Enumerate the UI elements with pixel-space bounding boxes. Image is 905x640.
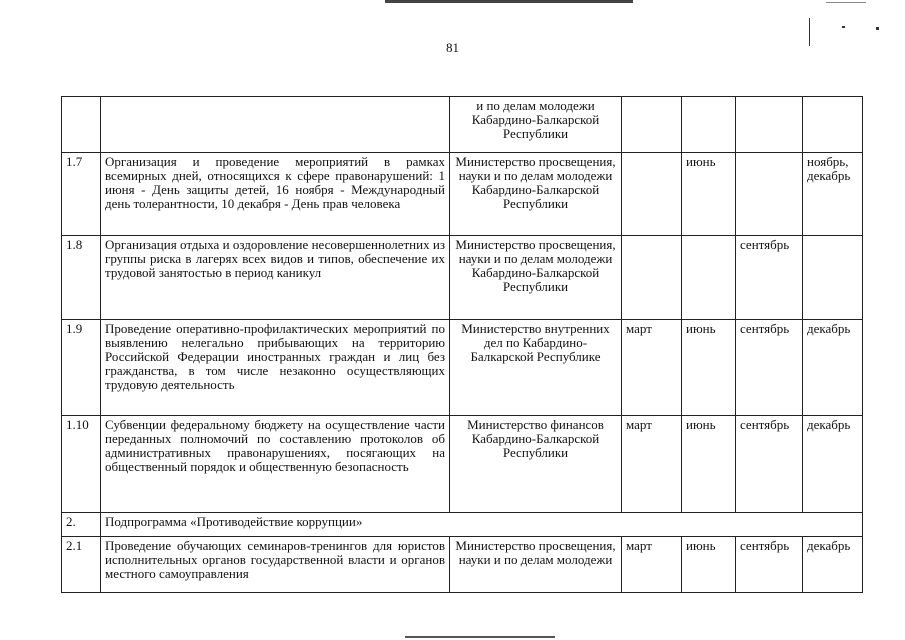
subprogram-title: Подпрограмма «Противодействие коррупции» [101, 513, 863, 537]
quarter-3-cell: сентябрь [736, 320, 803, 416]
quarter-2-cell [682, 97, 736, 153]
quarter-3-cell: сентябрь [736, 416, 803, 513]
table-row [62, 236, 863, 320]
executor-cell: Министерство просвещения, науки и по делам молодежи Кабардино-Балкарской Республики [450, 153, 622, 236]
quarter-2-cell: июнь [682, 153, 736, 236]
executor-cell: Министерство просвещения, науки и по делам молодежи [450, 537, 622, 593]
table-row [62, 416, 863, 513]
quarter-3-cell: сентябрь [736, 236, 803, 320]
quarter-1-cell: март [622, 416, 682, 513]
quarter-4-cell: декабрь [803, 416, 863, 513]
quarter-1-cell [622, 236, 682, 320]
row-number: 1.7 [62, 153, 101, 236]
activity-description: Организация отдыха и оздоровление несовершеннолетних из группы риска в лагерях всех видов и типов, обеспечение их трудовой занятостью в период каникул [101, 236, 450, 320]
page-number: 81 [446, 40, 459, 55]
quarter-4-cell [803, 236, 863, 320]
activity-description [101, 97, 450, 153]
quarter-1-cell: март [622, 320, 682, 416]
quarter-3-cell: сентябрь [736, 537, 803, 593]
table-row [62, 537, 863, 593]
activity-description: Проведение обучающих семинаров-тренингов для юристов исполнительных органов государственной власти и органов местного самоуправления [101, 537, 450, 593]
subprogram-row [62, 513, 863, 537]
scan-artifact-top-line [385, 0, 633, 3]
executor-cell: и по делам молодежи Кабардино-Балкарской Республики [450, 97, 622, 153]
quarter-3-cell [736, 97, 803, 153]
row-number: 2. [62, 513, 101, 537]
row-number: 1.8 [62, 236, 101, 320]
executor-cell: Министерство просвещения, науки и по делам молодежи Кабардино-Балкарской Республики [450, 236, 622, 320]
table-row [62, 97, 863, 153]
table-row [62, 320, 863, 416]
table-row [62, 153, 863, 236]
activity-description: Проведение оперативно-профилактических мероприятий по выявлению нелегально прибывающих на территорию Российской Федерации иностранных граждан и лиц без гражданства, в том числе незаконно осуществляющих трудовую деятельность [101, 320, 450, 416]
executor-cell: Министерство финансов Кабардино-Балкарской Республики [450, 416, 622, 513]
quarter-4-cell: декабрь [803, 537, 863, 593]
quarter-2-cell: июнь [682, 537, 736, 593]
quarter-2-cell [682, 236, 736, 320]
executor-cell: Министерство внутренних дел по Кабардино-Балкарской Республике [450, 320, 622, 416]
row-number: 1.10 [62, 416, 101, 513]
quarter-2-cell: июнь [682, 320, 736, 416]
quarter-4-cell: декабрь [803, 320, 863, 416]
quarter-1-cell [622, 97, 682, 153]
scan-artifact-mark [876, 27, 879, 30]
scan-artifact-mark [826, 2, 866, 3]
quarter-1-cell: март [622, 537, 682, 593]
quarter-2-cell: июнь [682, 416, 736, 513]
quarter-4-cell [803, 97, 863, 153]
activity-description: Организация и проведение мероприятий в рамках всемирных дней, относящихся к сфере правонарушений: 1 июня - День защиты детей, 16 ноября - Международный день толерантности, 10 декабря - День прав человека [101, 153, 450, 236]
scan-artifact-mark [842, 26, 845, 28]
quarter-3-cell [736, 153, 803, 236]
scan-artifact-mark [405, 636, 555, 638]
activities-table [61, 96, 863, 593]
row-number: 1.9 [62, 320, 101, 416]
quarter-1-cell [622, 153, 682, 236]
quarter-4-cell: ноябрь, декабрь [803, 153, 863, 236]
activity-description: Субвенции федеральному бюджету на осуществление части переданных полномочий по составлению протоколов об административных правонарушениях, посягающих на общественный порядок и общественную безопасность [101, 416, 450, 513]
row-number [62, 97, 101, 153]
row-number: 2.1 [62, 537, 101, 593]
